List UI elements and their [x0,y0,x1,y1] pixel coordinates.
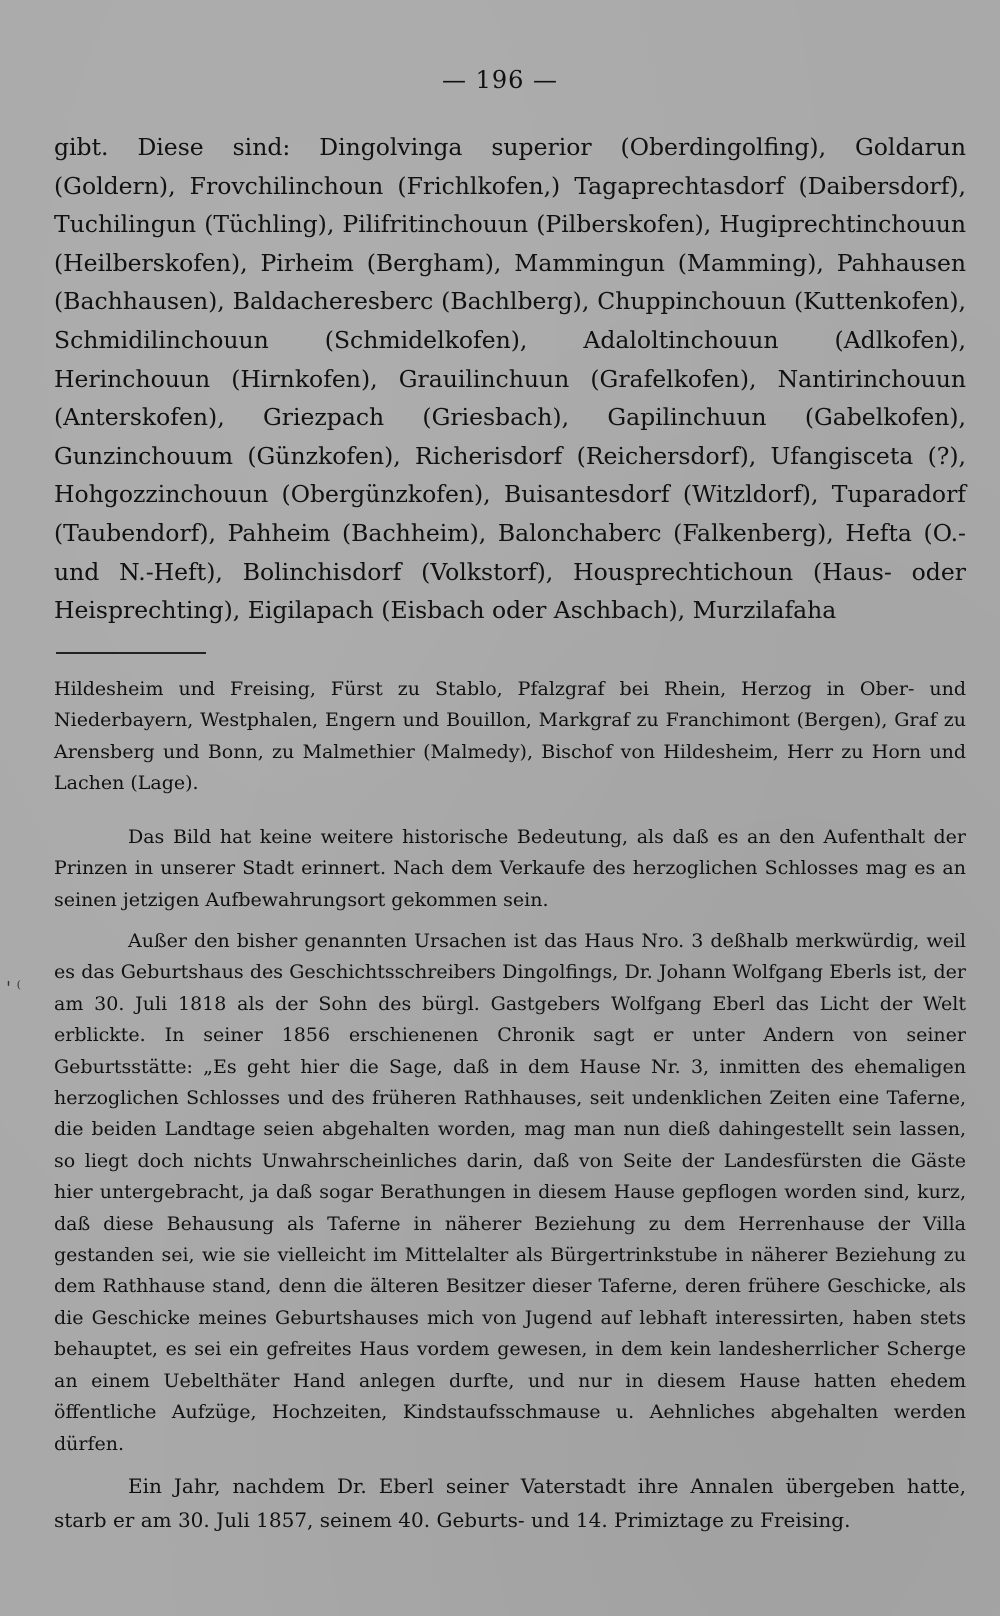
footnote-separator [56,652,206,654]
paragraph-death: Ein Jahr, nachdem Dr. Eberl seiner Vaterstadt ihre Annalen übergeben hatte, starb er am 30. Juli 1857, seinem 40. Geburts- und 14. Primiztage zu Freising. [54,1474,966,1532]
margin-mark: ' ⁽ [6,978,22,999]
page-number: — 196 — [441,66,559,94]
main-text-block: gibt. Diese sind: Dingolvinga superior (Oberdingolfing), Goldarun (Goldern), Frovchilinchoun (Frichlkofen,) Tagaprechtasdorf (Daibersdorf), Tuchilingun (Tüchling), Pilifritinchouun (Pilberskofen), Hugiprechtinchouun (Heilberskofen), Pirheim (Bergham), Mammingun (Mamming), Pahhausen (Bachhausen), Baldacheresberc (Bachlberg), Chuppinchouun (Kuttenkofen), Schmidilinchouun (Schmidelkofen), Adaloltinchouun (Adlkofen), Herinchouun (Hirnkofen), Grauilinchuun (Grafelkofen), Nantirinchouun (Anterskofen), Griezpach (Griesbach), Gapilinchuun (Gabelkofen), Gunzinchouum (Günzkofen), Richerisdorf (Reichersdorf), Ufangisceta (?), Hohgozzinchouun (Obergünzkofen), Buisantesdorf (Witzldorf), Tuparadorf (Taubendorf), Pahheim (Bachheim), Balonchaberc (Falkenberg), Hefta (O.- und N.-Heft), Bolinchisdorf (Volkstorf), Housprechtichoun (Haus- oder Heisprechting), Eigilapach (Eisbach oder Aschbach), Murzilafaha [54,133,966,625]
footnote-text: Hildesheim und Freising, Fürst zu Stablo, Pfalzgraf bei Rhein, Herzog in Ober- und Niederbayern, Westphalen, Engern und Bouillon, Markgraf zu Franchimont (Bergen), Graf zu Arensberg und Bonn, zu Malmethier (Malmedy), Bischof von Hildesheim, Herr zu Horn und Lachen (Lage). [54,678,966,795]
paragraph-birthplace: Außer den bisher genannten Ursachen ist das Haus Nro. 3 deßhalb merkwürdig, weil es das Geburtshaus des Geschichtsschreibers Dingolfings, Dr. Johann Wolfgang Eberls ist, der am 30. Juli 1818 als der Sohn des bürgl. Gastgebers Wolfgang Eberl das Licht der Welt erblickte. In seiner 1856 erschienenen Chronik sagt er unter Andern von seiner Geburtsstätte: „Es geht hier die Sage, daß in dem Hause Nr. 3, inmitten des ehemaligen herzoglichen Schlosses und des früheren Rathhauses, seit undenklichen Zeiten eine Taferne, die beiden Landtage seien abgehalten worden, mag man nun dieß dahingestellt sein lassen, so liegt doch nichts Unwahrscheinliches darin, daß von Seite der Landesfürsten die Gäste hier untergebracht, ja daß sogar Berathungen in diesem Hause gepflogen worden sind, kurz, daß diese Behausung als Taferne in näherer Beziehung zu dem Herrenhause der Villa gestanden sei, wie sie vielleicht im Mittelalter als Bürgertrinkstube in näherer Beziehung zu dem Rathhause stand, denn die älteren Besitzer dieser Taferne, deren frühere Geschicke, als die Geschicke meines Geburtshauses mich von Jugend auf lebhaft interessirten, haben stets behauptet, es sei ein gefreites Haus vordem gewesen, in dem kein landesherrlicher Scherge an einem Uebelthäter Hand anlegen durfte, und nur in diesem Hause hatten ehedem öffentliche Aufzüge, Hochzeiten, Kindstaufsschmause u. Aehnliches abgehalten werden dürfen. [54,930,966,1455]
paragraph-image-significance: Das Bild hat keine weitere historische Bedeutung, als daß es an den Aufenthalt der Prinzen in unserer Stadt erinnert. Nach dem Verkaufe des herzoglichen Schlosses mag es an seinen jetzigen Aufbewahrungsort gekommen sein. [54,826,966,911]
